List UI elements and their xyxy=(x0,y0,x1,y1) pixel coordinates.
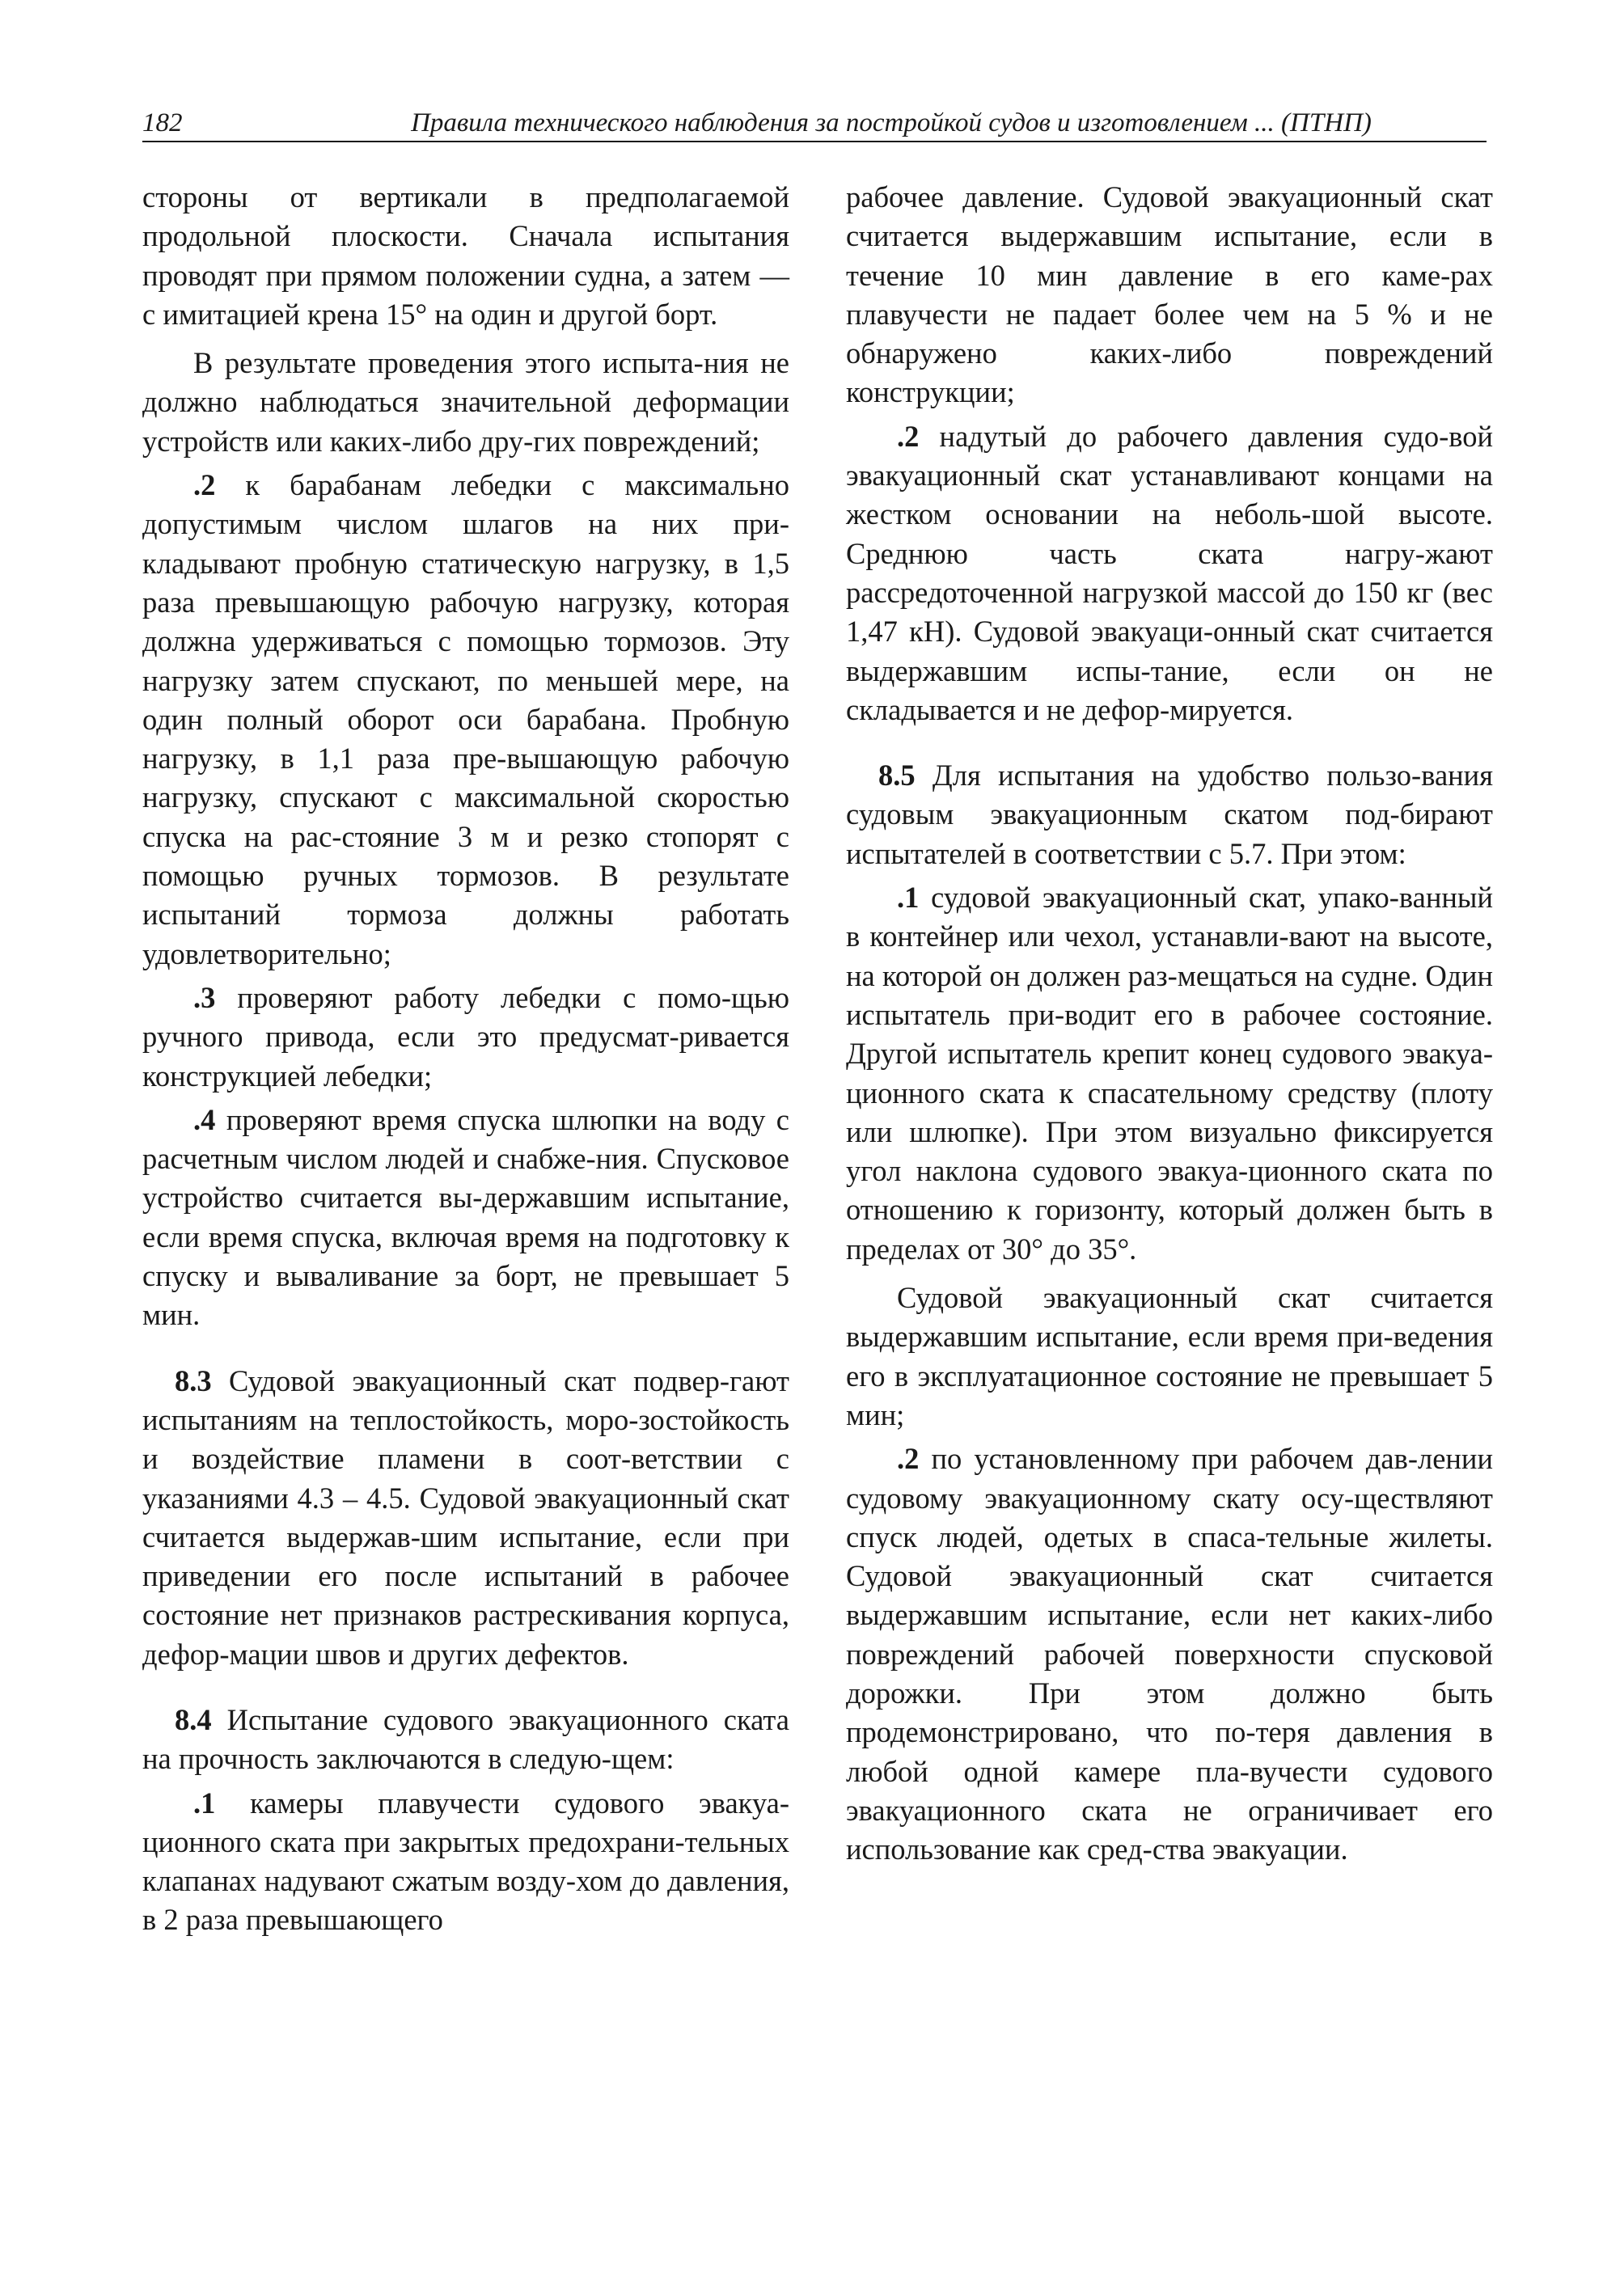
item-text: по установленному при рабочем дав-лении судовому эвакуационному скату осу-ществляют спуск людей, одетых в спаса-тельные жилеты. Судовой эвакуационный скат считается выдержавшим испытание, если нет каких-либо повреждений рабочей поверхности спусковой дорожки. При этом должно быть продемонстрировано, что по-теря давления в любой одной камере пла-вучести судового эвакуационного ската не ограничивает его использование как сред-ства эвакуации. xyxy=(846,1442,1493,1866)
item-text: к барабанам лебедки с максимально допустимым числом шлагов на них при-кладывают пробную статическую нагрузку, в 1,5 раза превышающую рабочую нагрузку, которая должна удерживаться с помощью тормозов. Эту нагрузку затем спускают, по меньшей мере, на один полный оборот оси барабана. Пробную нагрузку, в 1,1 раза пре-вышающую рабочую нагрузку, спускают с максимальной скоростью спуска на рас-стояние 3 м и резко стопорят с помощью ручных тормозов. В результате испытаний тормоза должны работать удовлетворительно; xyxy=(142,468,789,970)
item-number: .2 xyxy=(193,468,216,502)
left-column xyxy=(142,178,789,1940)
section-number: 8.3 xyxy=(175,1363,212,1397)
running-title: Правила технического наблюдения за постройкой судов и изготовлением ... (ПТНП) xyxy=(411,108,1372,137)
item-number: .2 xyxy=(897,1442,920,1476)
list-item xyxy=(846,417,1493,729)
list-item xyxy=(846,878,1493,1269)
page-number: 182 xyxy=(142,108,183,137)
paragraph: В результате проведения этого испыта-ния не должно наблюдаться значительной деформации устройств или каких-либо дру-гих повреждений; xyxy=(142,346,789,458)
section-paragraph xyxy=(846,756,1493,873)
section-number: 8.5 xyxy=(878,759,916,793)
item-text: проверяют время спуска шлюпки на воду с расчетным числом людей и снабже-ния. Спусковое устройство считается вы-державшим испытание, если время спуска, включая время на подготовку к спуску и вываливание за борт, не превышает 5 мин. xyxy=(142,1102,789,1332)
list-item xyxy=(142,1784,789,1940)
section-paragraph xyxy=(142,1362,789,1674)
item-number: .2 xyxy=(897,419,920,453)
item-text: камеры плавучести судового эвакуа-ционного ската при закрытых предохрани-тельных клапанах надувают сжатым возду-хом до давления, в 2 раза превышающего xyxy=(142,1786,789,1937)
list-item xyxy=(142,979,789,1096)
running-header xyxy=(142,104,1487,142)
paragraph: рабочее давление. Судовой эвакуационный скат считается выдержавшим испытание, если в течение 10 мин давление в его каме-рах плавучести не падает более чем на 5 % и не обнаружено каких-либо повреждений конструкции; xyxy=(846,180,1493,409)
section-text: Судовой эвакуационный скат подвер-гают испытаниям на теплостойкость, моро-зостойкость и воздействие пламени в соот-ветствии с указаниями 4.3 – 4.5. Судовой эвакуационный скат считается выдержав-шим испытание, если при приведении его после испытаний в рабочее состояние нет признаков растрескивания корпуса, дефор-мации швов и других дефектов. xyxy=(142,1363,789,1671)
item-text: надутый до рабочего давления судо-вой эвакуационный скат устанавливают концами на жестком основании на неболь-шой высоте. Среднюю часть ската нагру-жают рассредоточенной нагрузкой массой до 150 кг (вес 1,47 кН). Судовой эвакуаци-онный скат считается выдержавшим испы-тание, если он не складывается и не дефор-мируется. xyxy=(846,419,1493,726)
section-text: Испытание судового эвакуационного ската на прочность заключаются в следую-щем: xyxy=(142,1702,789,1776)
section-number: 8.4 xyxy=(175,1702,212,1736)
item-number: .1 xyxy=(897,881,920,915)
paragraph: Судовой эвакуационный скат считается выдержавшим испытание, если время при-ведения его в эксплуатационное состояние не превышает 5 мин; xyxy=(846,1281,1493,1431)
list-item xyxy=(142,1101,789,1335)
list-item xyxy=(846,1439,1493,1869)
item-number: .3 xyxy=(193,980,216,1014)
item-number: .4 xyxy=(193,1102,216,1136)
paragraph: стороны от вертикали в предполагаемой продольной плоскости. Сначала испытания проводят при прямом положении судна, а затем — с имитацией крена 15° на один и другой борт. xyxy=(142,180,789,331)
right-column xyxy=(846,178,1493,1869)
item-number: .1 xyxy=(193,1786,216,1820)
item-text: судовой эвакуационный скат, упако-ванный в контейнер или чехол, устанавли-вают на высоте, на которой он должен раз-мещаться на судне. Один испытатель при-водит его в рабочее состояние. Другой испытатель крепит конец судового эвакуа-ционного ската к спасательному средству (плоту или шлюпке). При этом визуально фиксируется угол наклона судового эвакуа-ционного ската по отношению к горизонту, который должен быть в пределах от 30° до 35°. xyxy=(846,881,1493,1266)
item-text: проверяют работу лебедки с помо-щью ручного привода, если это предусмат-ривается конструкцией лебедки; xyxy=(142,980,789,1093)
list-item xyxy=(142,466,789,974)
section-paragraph xyxy=(142,1701,789,1779)
section-text: Для испытания на удобство пользо-вания судовым эвакуационным скатом под-бирают испытателей в соответствии с 5.7. При этом: xyxy=(846,759,1493,870)
